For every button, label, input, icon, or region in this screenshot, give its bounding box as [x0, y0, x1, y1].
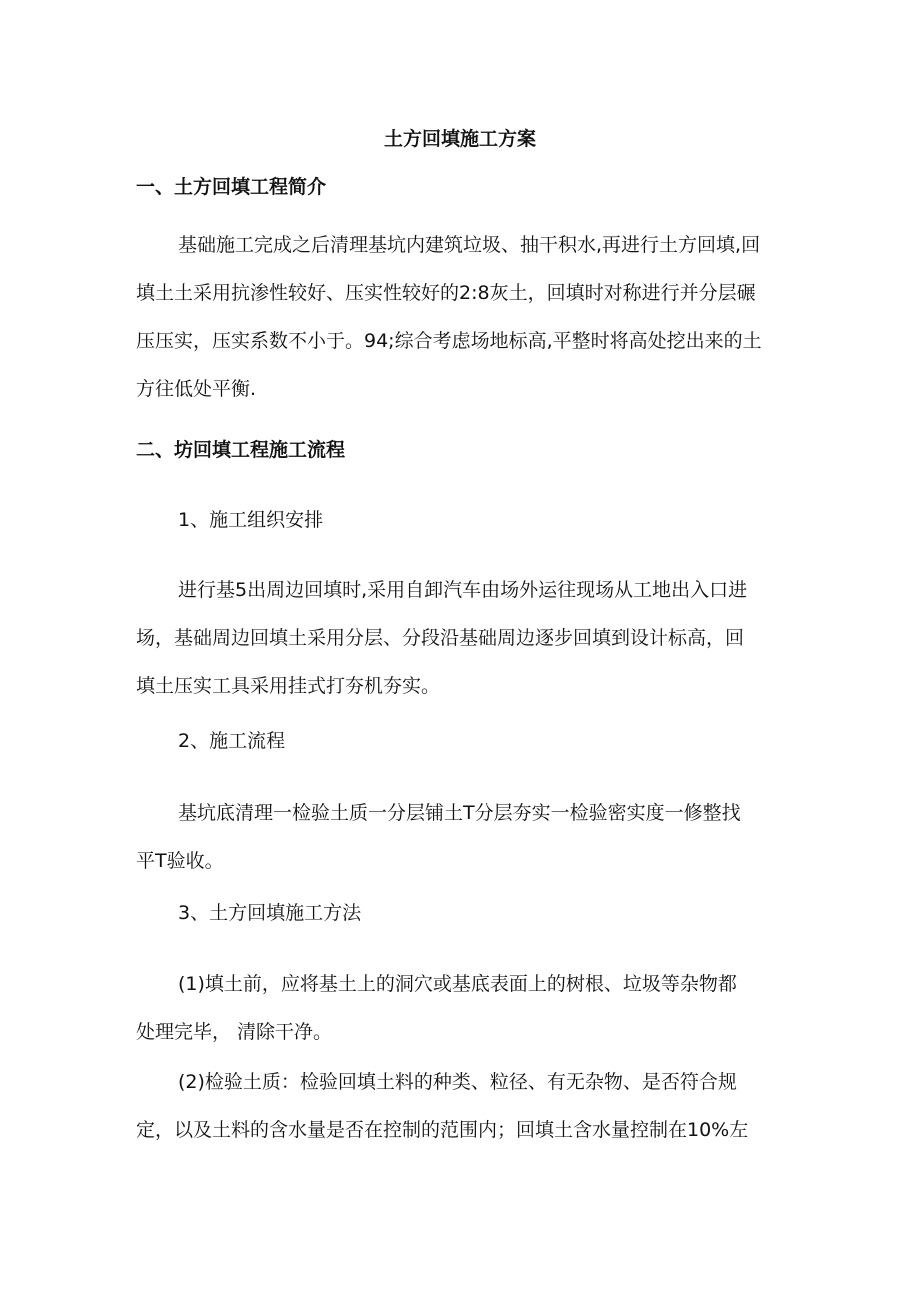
paragraph-line: (1)填土前，应将基土上的洞穴或基底表面上的树根、垃圾等杂物都 — [178, 973, 737, 995]
paragraph-line: 基础施工完成之后清理基坑内建筑垃圾、抽干积水,再进行土方回填,回 — [178, 234, 761, 256]
paragraph-line: 基坑底清理一检验土质一分层铺土T分层夯实一检验密实度一修整找 — [178, 802, 741, 824]
paragraph-line: 进行基5出周边回填时,采用自卸汽车由场外运往现场从工地出入口进 — [178, 579, 748, 601]
item-2-paragraph — [136, 789, 784, 885]
item-3-paragraph-1 — [136, 960, 784, 1056]
item-1-title: 1、施工组织安排 — [178, 509, 324, 531]
item-2-title: 2、施工流程 — [178, 730, 286, 752]
paragraph-line: 填土土采用抗渗性较好、压实性较好的2:8灰土，回填时对称进行并分层碾 — [136, 282, 756, 304]
paragraph-line: 压压实，压实系数不小于。94;综合考虑场地标高,平整时将高处挖出来的土 — [136, 330, 762, 352]
paragraph-line: (2)检验土质：检验回填土料的种类、粒径、有无杂物、是否符合规 — [178, 1071, 737, 1093]
paragraph-line: 平T验收。 — [136, 850, 224, 872]
document-title: 土方回填施工方案 — [383, 128, 536, 150]
item-3-paragraph-2 — [136, 1058, 784, 1154]
section-2-heading: 二、坊回填工程施工流程 — [136, 439, 346, 461]
section-1-paragraph — [136, 221, 784, 413]
paragraph-line: 方往低处平衡. — [136, 378, 257, 400]
item-3-title: 3、土方回填施工方法 — [178, 902, 362, 924]
paragraph-line: 处理完毕， 清除干净。 — [136, 1021, 333, 1043]
section-1-heading: 一、土方回填工程简介 — [136, 176, 327, 198]
paragraph-line: 场，基础周边回填土采用分层、分段沿基础周边逐步回填到设计标高，回 — [136, 627, 745, 649]
item-1-paragraph — [136, 566, 784, 710]
paragraph-line: 定，以及土料的含水量是否在控制的范围内；回填土含水量控制在10%左 — [136, 1119, 749, 1141]
paragraph-line: 填土压实工具采用挂式打夯机夯实。 — [136, 675, 441, 697]
